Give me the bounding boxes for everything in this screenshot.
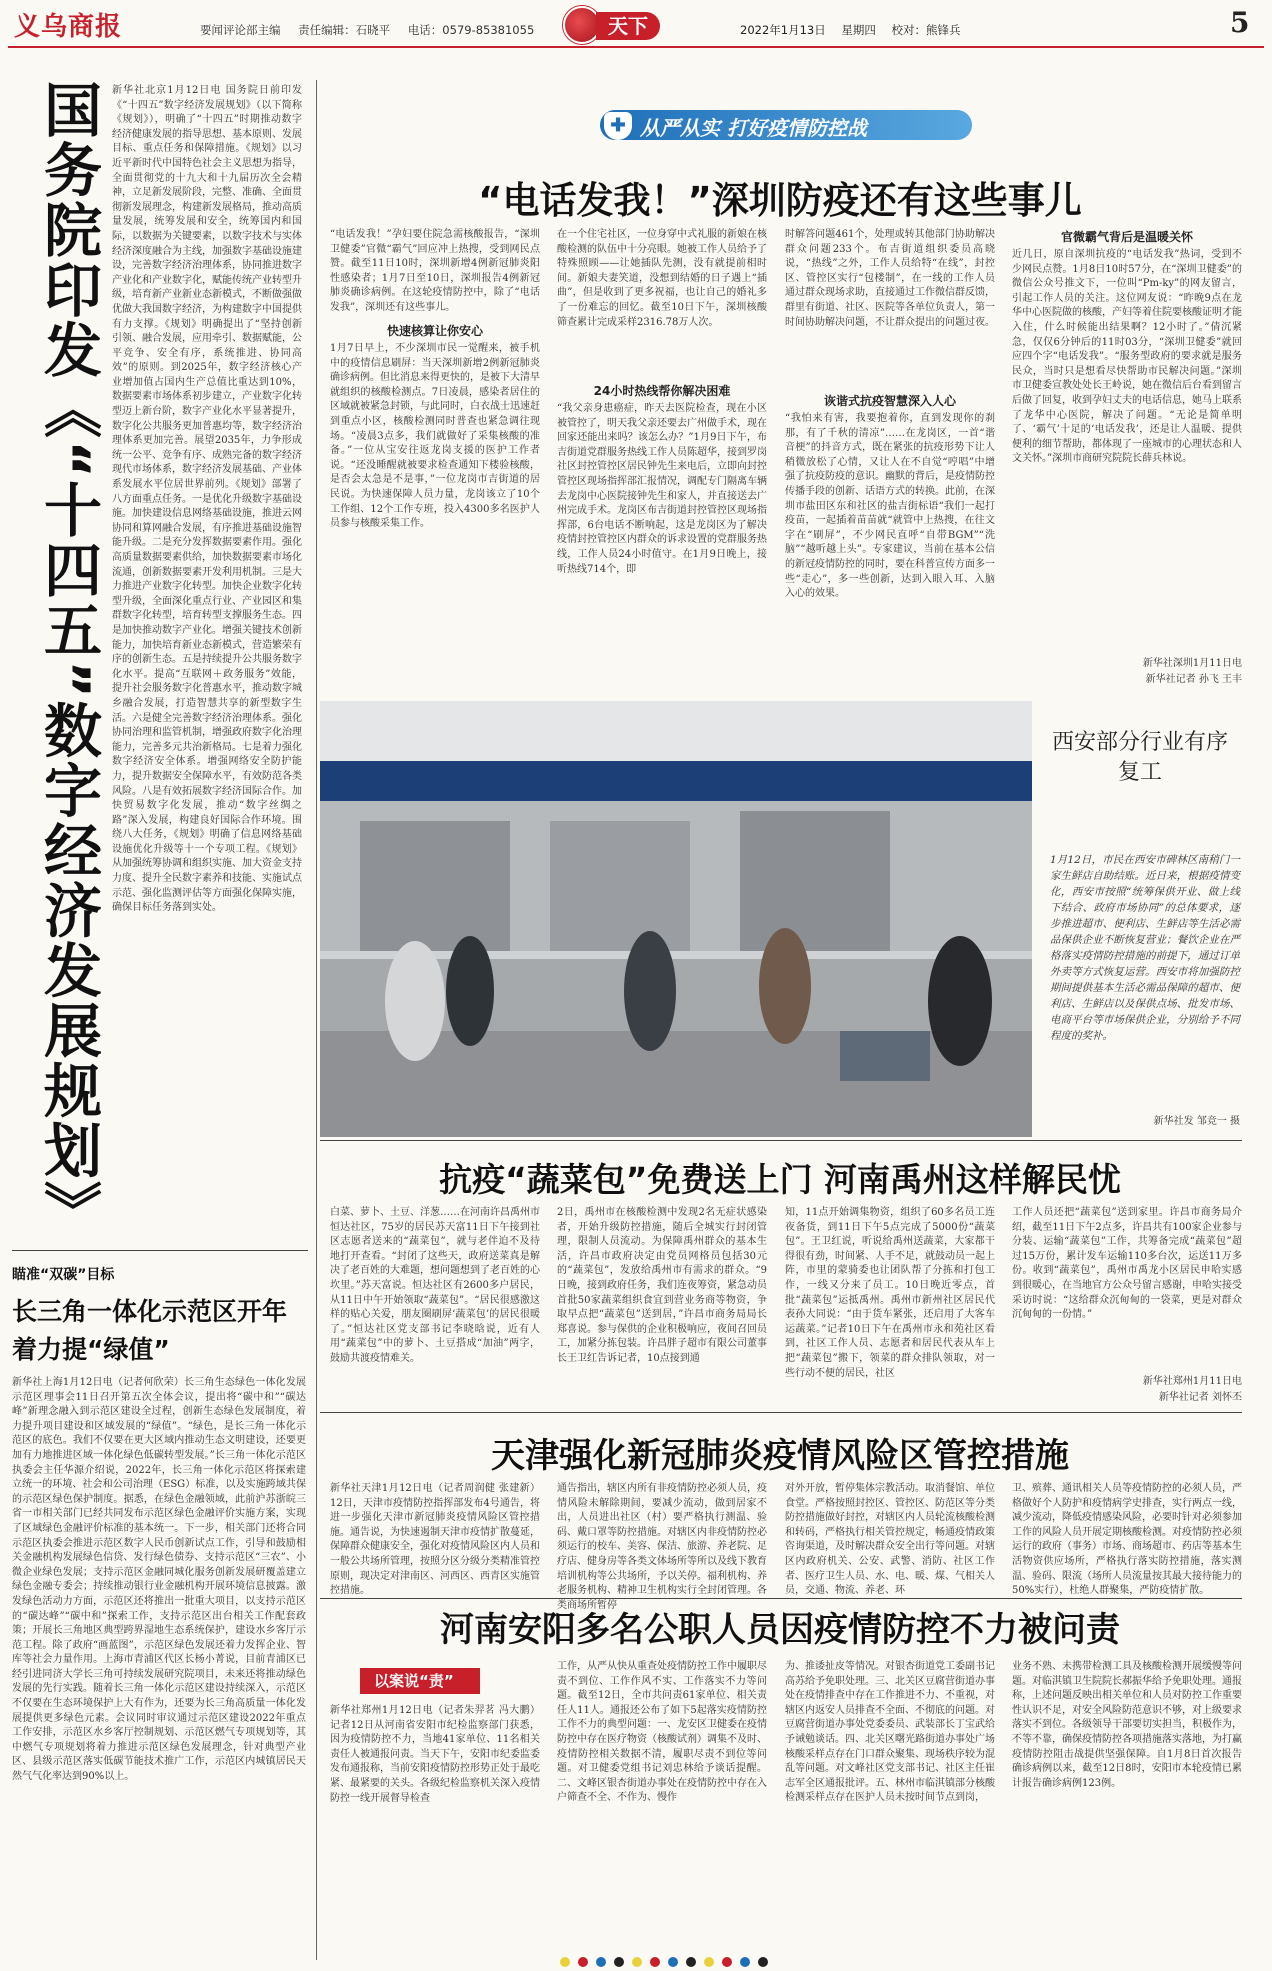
anyang-col3: 为、推诿扯皮等情况。对银杏街道党工委副书记高苏给予免职处理。三、北关区豆腐营街道办事处在疫情排查中存在工作推进不力、不重视，对辖区内返安人员排查不全面、不彻底的问题。对豆腐营街道办事处党委委员、武装部长丁宝武给予诫勉谈话。四、北关区曙光路街道办事处广场核酸采样点存在门口群众聚集、现场秩序较为混乱等问题。对文峰社区党支部书记、社区主任崔志军全区通报批评。五、林州市临淇镇部分核酸检测采样点存在医护人员未按时间节点到岗，: [785, 1661, 995, 1804]
yuzhou-byline1: 新华社郑州1月11日电: [1142, 1376, 1242, 1387]
shenzhen-byline2: 新华社记者 孙飞 王丰: [1145, 674, 1242, 685]
left-article2-title: 长三角一体化示范区开年着力提“绿值”: [12, 1297, 288, 1364]
shenzhen-col2: 在一个住宅社区，一位身穿中式礼服的新娘在核酸检测的队伍中十分亮眼。她被工作人员给予了特殊照顾——让她插队先测，没有就提前相时间。新娘夫妻笑道，没想到结婚的日子遇上“插曲”，但是收到了更多祝福，也让自己的婚礼多了一份难忘的回忆。截至10日下午，深圳核酸筛查累计完成采样2316.78万人次。: [557, 229, 767, 328]
anyang-col1: 新华社郑州1月12日电（记者朱羿茗 冯大鹏）记者12日从河南省安阳市纪检监察部门获悉，因为疫情防控不力，当地41家单位、11名相关责任人被通报问责。当天下午，安阳市纪委监委发布通报称，当前安阳疫情防控形势正处于最吃紧、最紧要的关头。各级纪检监察机关深入疫情防控一线开展督导检查: [330, 1705, 540, 1804]
duty-editor-label: 责任编辑：石晓平: [298, 23, 391, 37]
anyang-title: 河南安阳多名公职人员因疫情防控不力被问责: [440, 1610, 1120, 1650]
shenzhen-col3: 时解答问题461个，处理或转其他部门协助解决群众问题233个。布吉街道组织委员高晓说，“热线”之外，工作人员给特“在线”，封控区、管控区实行“包楼制”，在一线的工作人员通过群众现场求助，直接通过工作微信群反馈，群里有街道、社区、医院等各单位负责人，第一时间协助解决问题，不让群众提出的问题过夜。: [785, 229, 995, 328]
shenzhen-col2b: “我父亲身患癌症，昨天去医院检查，现在小区被管控了，明天我父亲还要去广州做手术，现在回家还能出来吗？该怎么办？”1月9日下午，布吉街道党群服务热线工作人员陈超华，接到罗岗社区封控管控区居民钟先生来电后，立即向封控管控区现场指挥部汇报情况，调配专门隔离车辆去龙岗中心医院接钟先生和家人，并直接送去广州完成手术。龙岗区布吉街道封控管控区现场指挥部，6台电话不断响起，这是龙岗区为了解决疫情封控管控区内群众的诉求设置的党群服务热线，工作人员24小时值守。在1月9日晚上，接听热线714个，即: [557, 403, 767, 575]
left-article2-kicker: 瞄准“双碳”目标: [12, 1267, 115, 1283]
left-column-rule: [316, 80, 317, 1960]
photo-byline: 新华社发 邹竞一 摄: [1153, 1116, 1240, 1127]
shenzhen-col4: 近几日，原自深圳抗疫的“电话发我”热词，受到不少网民点赞。1月8日10时57分，在“深圳卫健委”的微信公众号推文下，一位叫“Pm-ky”的网友留言，引起工作人员的关注。这位网友说：“昨晚9点在龙华中心医院做的核酸，产妇等着住院要核酸证明才能入住，什么时候能出结果啊？12小时了。”倩沉紧急，仅仅6分钟后的11时03分，“深圳卫健委”就回应四个字“电话发我”。“服务型政府的要求就是服务民众，当时只是想看尽快帮助市民解决问题。”深圳市卫健委宣教处处长王岭说，她在微信后台看到留言后做了回复，收到孕妇丈夫的电话信息，她马上联系了龙华中心医院，解决了问题。“无论是简单明了、‘霸气’十足的‘电话发我’，还是让人温暖、提供便利的细节帮助，都体现了一座城市的心理状态和人文关怀。”深圳市商研究院院长薛兵林说。: [1012, 249, 1242, 465]
left-article1-body: 新华社北京1月12日电 国务院日前印发《“十四五”数字经济发展规划》（以下简称《规划》），明确了“十四五”时期推动数字经济健康发展的指导思想、基本原则、发展目标、重点任务和保障措施。《规划》以习近平新时代中国特色社会主义思想为指导，全面贯彻党的十九大和十九届历次全会精神，立足新发展阶段，完整、准确、全面贯彻新发展理念，构建新发展格局，推动高质量发展，统筹发展和安全，统筹国内和国际，以数据为关键要素，以数字技术与实体经济深度融合为主线，加强数字基础设施建设，完善数字经济治理体系，协同推进数字产业化和产业数字化，赋能传统产业转型升级，培育新产业新业态新模式，不断做强做优做大我国数字经济，为构建数字中国提供有力支撑。《规划》明确提出了“坚持创新引领、融合发展，应用牵引、数据赋能，公平竞争、安全有序，系统推进、协同高效”的原则。到2025年，数字经济核心产业增加值占国内生产总值比重达到10%，数据要素市场体系初步建立，产业数字化转型迈上新台阶，数字产业化水平显著提升，数字化公共服务更加普惠均等，数字经济治理体系更加完善。展望2035年，力争形成统一公平、竞争有序、成熟完备的数字经济现代市场体系，数字经济发展基础、产业体系发展水平位居世界前列。《规划》部署了八方面重点任务。一是优化升级数字基础设施。加快建设信息网络基础设施，推进云网协同和算网融合发展，有序推进基础设施智能升级。二是充分发挥数据要素作用。强化高质量数据要素供给，加快数据要素市场化流通，创新数据要素开发利用机制。三是大力推进产业数字化转型。加快企业数字化转型升级，全面深化重点行业、产业园区和集群数字化转型，培育转型支撑服务生态。四是加快推动数字产业化。增强关键技术创新能力，加快培育新业态新模式，营造繁荣有序的创新生态。五是持续提升公共服务数字化水平。提高“互联网＋政务服务”效能，提升社会服务数字化普惠水平，推动数字城乡融合发展，打造智慧共享的新型数字生活。六是健全完善数字经济治理体系。强化协同治理和监管机制，增强政府数字化治理能力，完善多元共治新格局。七是着力强化数字经济安全体系。增强网络安全防护能力，提升数据安全保障水平，有效防范各类风险。八是有效拓展数字经济国际合作。加快贸易数字化发展，推动“数字丝绸之路”深入发展，构建良好国际合作环境。围绕八大任务，《规划》明确了信息网络基础设施优化升级等十一个专项工程。《规划》从加强统筹协调和组织实施、加大资金支持力度、提升全民数字素养和技能、实施试点示范、强化监测评估等方面强化保障实施，确保目标任务落到实处。: [112, 85, 302, 914]
campaign-banner-text: 从严从实 打好疫情防控战: [640, 116, 867, 140]
tianjin-top-rule: [320, 1412, 1242, 1413]
left-divider: [12, 1250, 308, 1251]
anyang-tag: 以案说“责”: [360, 1668, 480, 1694]
phone-label: 电话：0579-85381055: [407, 23, 535, 37]
header-date: [740, 22, 973, 38]
tianjin-col4: 卫、殡葬、通讯相关人员等疫情防控的必须人员，严格做好个人防护和疫情病学史排查，实行两点一线，减少流动，降低疫情感染风险，必要时针对必须参加工作的风险人员开展定期核酸检测。对疫情防控必须运行的政府（事务）市场、商场超市、药店等基本生活物资供应场所，严格执行落实防控措施，落实测温、验码、限流（场所人员流量按其最大接待能力的50%实行），杜绝人群聚集，严防疫情扩散。: [1012, 1483, 1242, 1597]
weekday-label: 星期四: [841, 23, 876, 37]
yuzhou-col3: 知，11点开始调集物资，组织了60多名员工连夜备货，到11日下午5点完成了5000份“蔬菜包”。王卫红说，听说给禹州送蔬菜，大家都干得很有劲，时间紧、人手不足，就鼓动员一起上阵，市里的蒙骑委也让团队帮了分拣和打包工作，一线又分来了员工。10日晚近零点，首批“蔬菜包”运抵禹州。禹州市新州社区居民代表孙大同说：“由于货车紧张，还启用了大客车运蔬菜。”记者10日下午在禹州市永和苑社区看到，社区工作人员、志愿者和居民代表从车上把“蔬菜包”搬下，领菜的群众排队领取，对一些行动不便的居民，社区: [785, 1207, 995, 1379]
yuzhou-col1: 白菜、萝卜、土豆、洋葱……在河南许昌禹州市恒达社区，75岁的居民苏天富11日下午接到社区志愿者送来的“蔬菜包”，就与老伴迫不及待地打开查看。“封闭了这些天，政府送菜真是解决了老百姓的大难题，想问题想到了老百姓的心坎里。”苏天富说。恒达社区有2600多户居民，从11日中午开始领取“蔬菜包”。“居民很感激这样的贴心关爱，朋友圈刷屏‘蔬菜包’的居民很暖了。”恒达社区党支部书记李晓晗说，近有人用“蔬菜包”中的萝卜、土豆搭成“加油”两字，鼓励共渡疫情难关。: [330, 1207, 540, 1364]
photo-caption-text: 1月12日，市民在西安市碑林区南稍门一家生鲜店自助结账。近日来，根据疫情变化，西安市按照“统筹保供开业、做上线下结合、政府市场协同”的总体要求，逐步推进超市、便利店、生鲜店等生活必需品保供企业不断恢复营业；餐饮企业在严格落实疫情防控措施的前提下，通过订单外卖等方式恢复运营。西安市将加强防控期间提供基本生活必需品保障的超市、便利店、生鲜店以及保供点场、批发市场、电商平台等市场保供企业，分别给予不同程度的奖补。: [1050, 854, 1240, 1042]
shenzhen-col3b: “我怕来有害，我要抱着你，直到发现你的刹那，有了千秋的清凉”……在龙岗区，一首“谐音梗”的抖音方式，既在紧张的抗疫形势下让人稍微放松了心情，又让人在不自觉“哼唱”中增强了抗疫防疫的意识。幽默的背后，是疫情防控传播手段的创新、话语方式的转换。此前，在深圳市盐田区东和社区的盐吉街标语“我们一起打疫苗，一起插着苗苗就“就管中上热搜，在往文字在“刷屏”，不少网民直呼“自带BGM”“洗脑”“越听越上头”。专家建议，当前在基本公信的新冠疫情防控的同时，要在科普宣传方面多一些“走心”，多一些创新，达到入眼入耳、入脑入心的效果。: [785, 413, 995, 600]
news-photo: [320, 701, 1032, 1137]
left-article1-title: 国务院印发《“十四五”数字经济发展规划》: [34, 80, 102, 1241]
date-label: 2022年1月13日: [740, 23, 826, 37]
tianjin-title: 天津强化新冠肺炎疫情风险区管控措施: [491, 1436, 1069, 1476]
anyang-col2: 工作，从严从快从重查处疫情防控工作中履职尽责不到位、工作作风不实、工作落实不力等问题。截至12日，全市共问责61家单位、相关责任人11人。通报还公布了如下5起落实疫情防控工作不力的典型问题：一、龙安区卫健委在疫情防控中存在医疗物资（核酸试剂）调集不及时、疫情防控相关数据不清，履职尽责不到位等问题。对卫健委党组书记刘忠林给予谈话提醒。二、文峰区银杏街道办事处在疫情防控中存在入户筛查不全、不作为、慢作: [557, 1661, 767, 1804]
masthead-logo: 义乌商报: [14, 12, 123, 42]
shenzhen-col3-subhead: 诙谐式抗疫智慧深入人心: [823, 394, 956, 408]
header-info: [200, 22, 548, 38]
yuzhou-top-rule: [320, 1140, 1242, 1141]
shenzhen-title: “电话发我！”深圳防疫还有这些事儿: [478, 179, 1082, 222]
shenzhen-byline1: 新华社深圳1月11日电: [1142, 658, 1242, 669]
photo-caption-title: 西安部分行业有序复工: [1051, 730, 1228, 785]
tianjin-col2: 通告指出，辖区内所有非疫情防控必须人员，疫情风险未解除期间，要减少流动，做到居家不出，人员进出社区（村）要严格执行测温、验码、戴口罩等防控措施。对辖区内非疫情防控必须运行的校车、美容、保洁、旅游、养老院、足疗店、健身房等各类文体场所等所以及线下教育培训机构等公共场所，予以关停。福利机构、养老服务机构、精神卫生机构实行全封闭管理。各类商场所暂停: [557, 1483, 767, 1611]
shenzhen-col1: “电话发我！”孕妇要住院急需核酸报告，“深圳卫健委”官微“霸气”回应冲上热搜，受到网民点赞。截至11日10时，深圳新增4例新冠肺炎阳性感染者；1月7日至10日，深圳报告4例新冠肺炎确诊病例。在这轮疫情防控中，除了“电话发我”，深圳还有这些事儿。: [330, 229, 540, 313]
shenzhen-col4-subhead: 官微霸气背后是温暖关怀: [1060, 230, 1193, 244]
page-number: 5: [1230, 6, 1250, 39]
section-badge: 天下: [596, 12, 660, 40]
anyang-col4: 业务不熟、未携带检测工具及核酸检测开展缓慢等问题。对临淇镇卫生院院长郝振华给予免职处理。通报称，上述问题反映出相关单位和人员对防控工作重要性认识不足，对安全风险防范意识不够，对上级要求落实不到位。各级领导干部要切实担当，积极作为，不等不靠，确保疫情防控各项措施落实落地，为打赢疫情防控阻击战提供坚强保障。自1月8日首次报告确诊病例以来，截至12日8时，安阳市本轮疫情已累计报告确诊病例123例。: [1012, 1661, 1242, 1789]
shenzhen-col2-subhead: 24小时热线帮你解决困难: [593, 384, 731, 398]
yuzhou-col2: 2日，禹州市在核酸检测中发现2名无症状感染者，开始升级防控措施，随后全城实行封闭管理，限制人员流动。为保障禹州群众的基本生活，许昌市政府决定由党员网格员包括30元的“蔬菜包”，发放给禹州市有需求的群众。“9日晚，接到政府任务，我们连夜筹资，紧急动员首批50家蔬菜组织食宜到营业务商等物资，争取早点把“蔬菜包”送到居，”许昌市商务局局长郑喜说。参与保供的企业积极响应，夜间召回员工，加紧分拣包装。许昌胖子超市有限公司董事长王卫红告诉记者，10点接到通: [557, 1207, 767, 1364]
tianjin-col1: 新华社天津1月12日电（记者周润健 张建新）12日，天津市疫情防控指挥部发布4号通告，将进一步强化天津市新冠肺炎疫情风险区管控措施。通告说，为快速遏制天津市疫情扩散蔓延，保障群众健康安全，强化对疫情风险区内人员和一般公共场所管理，按照分区分级分类精准管控原则，现决定对津南区、河西区、西青区实施管控措施。: [330, 1483, 540, 1597]
editor-label: 要闻评论部主编: [200, 23, 281, 37]
tianjin-col3: 对外开放，暂停集体宗教活动。取消餐馆、单位食堂。严格按照封控区、管控区、防范区等分类防控措施做好封控，对辖区内人员轮流核酸检测和转码，严格执行相关管控规定，畅通疫情政策咨询渠道，及时解决群众安全出行等问题。对辖区内政府机关、公安、武警、消防、社区工作者、医疗卫生人员、水、电、暖、煤、气相关人员，交通、物流、养老、环: [785, 1483, 995, 1597]
anyang-top-rule: [320, 1598, 1242, 1599]
yuzhou-col4: 工作人员还把“蔬菜包”送到家里。许昌市商务局介绍，截至11日下午2点多，许昌共有100家企业参与分装、运输“蔬菜包”工作，共筹备完成“蔬菜包”超过15万份，累计发车运输110多台次，运送11万多份。收到“蔬菜包”，禹州市禹龙小区居民申哈实感到很暖心，在当地官方公众号留言感谢，申哈实接受采访时说：“这给群众沉甸甸的一袋菜，更是对群众沉甸甸的一份情。”: [1012, 1207, 1242, 1321]
yuzhou-title: 抗疫“蔬菜包”免费送上门 河南禹州这样解民忧: [439, 1160, 1121, 1199]
shenzhen-col1-subhead: 快速核算让你安心: [386, 324, 483, 338]
footer-color-bar: [560, 1952, 776, 1971]
yuzhou-byline2: 新华社记者 刘怀丕: [1158, 1392, 1242, 1403]
proofreader-label: 校对：熊锋兵: [891, 23, 961, 37]
header-divider: [8, 46, 1264, 48]
left-article2-body: 新华社上海1月12日电（记者何欣荣）长三角生态绿色一体化发展示范区理事会11日召开第五次全体会议，提出将“碳中和”“碳达峰”新理念融入到示范区建设全过程，创新生态绿色发展制度，着力提升项目建设和区域发展的“绿值”。“绿色，是长三角一体化示范区的底色。我们不仅要在更大区域内推动生态文明建设，还要更加有力地推进区域一体化绿色低碳转型发展。”长三角一体化示范区执委会主任华源介绍说，2022年，长三角一体化示范区将探索建立统一的环境、社会和公司治理（ESG）标准，以及实施跨域共保的示范区绿色保护制度。据悉，在绿色金融领域，此前沪苏浙皖三省一市相关部门已经共同发布示范区绿色金融评价实施方案，实现了区域绿色金融评价标准的基本统一。下一步，相关部门还将合同示范区执委会推进示范区数字人民币创新试点工作，引导和鼓励相关金融机构发展绿色信贷、发行绿色债券、支持示范区“三农”、小微企业绿色发展；支持示范区金融同城化服务创新发展研覆盖建立绿色金融专委会；持续推动银行业金融机构开展环境信息披露。激发绿色活动力方面，示范区还将推出一批重大项目，以支持示范区的“碳达峰”“碳中和”探索工作，支持示范区出台相关工作配套政策；开展长三角地区典型跨界湿地生态系统保护，建设水乡客厅示范工程。除了政府“画蓝图”，示范区绿色发展还着力发挥企业、智库等社会力量作用。上海市青浦区代区长杨小菁说，目前青浦区已经引进同济大学长三角可持续发展研究院项目，未来还将推动绿色发展的先行实践。随着长三角一体化示范区建设持续深入，示范区不仅要在生态环境保护上大有作为，还要为长三角高质量一体化发展提供更多绿色元素。会议同时审议通过示范区建设2022年重点工作安排，示范区水乡客厅控制规划、示范区燃气专项规划等，其中燃气专项规划将着力推进示范区绿色发展理念，针对典型产业区、县级示范区落实低碳节能技术推广工作，示范区内城镇居民天然气气化率达到90%以上。: [12, 1377, 306, 1783]
shield-icon: ✚: [604, 112, 632, 140]
shenzhen-col1b: 1月7日早上，不少深圳市民一觉醒来，被手机中的疫情信息刷屏：当天深圳新增2例新冠肺炎确诊病例。但比消息来得更快的，是被下大清早就组织的核酸检测点。7日凌晨，感染者居住的区域就被紧急封锁，与此同时，白衣战士迅速赶到重点小区，核酸检测同时普查也紧急调往现场。“凌晨3点多，我们就做好了采集核酸的准备。”一位从宝安往返龙岗支援的医护工作者说。“还没睡醒就被要求检查通知下楼验核酸，是否会太急是不是事，”一位龙岗市吉街道的居民说。为快速保障人员力量，龙岗该立了10个工作组、12个工作专班，投入4300多名医护人员参与核酸采集工作。: [330, 343, 540, 530]
